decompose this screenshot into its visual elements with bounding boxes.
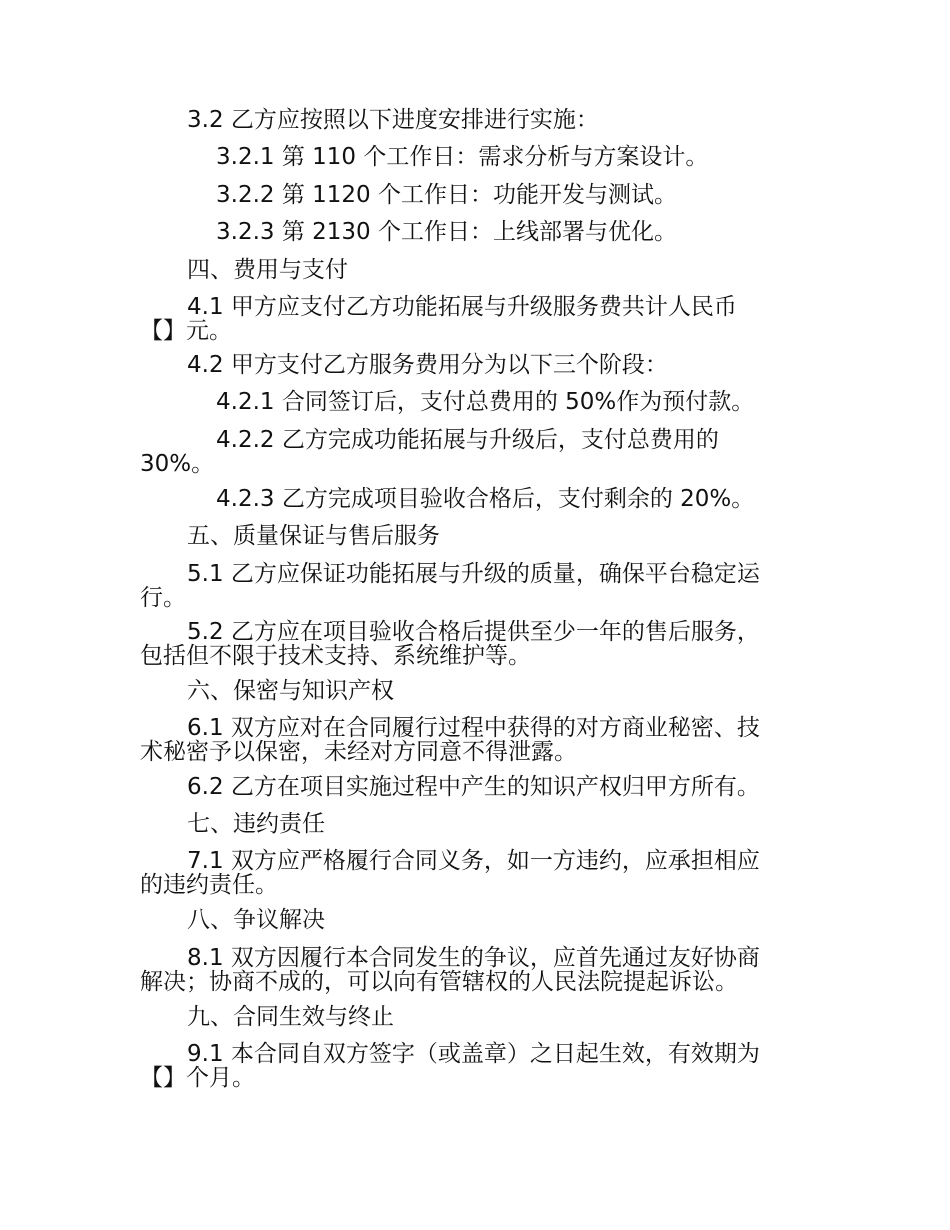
clause-4-2: 4.2 甲方支付乙方服务费用分为以下三个阶段： [187, 352, 668, 378]
section-heading-9: 九、合同生效与终止 [187, 1004, 394, 1030]
clause-3-2-2: 3.2.2 第 1120 个工作日：功能开发与测试。 [216, 182, 677, 208]
clause-4-2-3: 4.2.3 乙方完成项目验收合格后，支付剩余的 20%。 [216, 486, 755, 512]
clause-4-2-1: 4.2.1 合同签订后，支付总费用的 50%作为预付款。 [216, 389, 755, 415]
clause-3-2-3: 3.2.3 第 2130 个工作日：上线部署与优化。 [216, 219, 677, 245]
section-heading-8: 八、争议解决 [187, 907, 325, 933]
clause-6-1: 6.1 双方应对在合同履行过程中获得的对方商业秘密、技 [187, 715, 760, 741]
clause-6-2: 6.2 乙方在项目实施过程中产生的知识产权归甲方所有。 [187, 774, 760, 800]
clause-5-1: 5.1 乙方应保证功能拓展与升级的质量，确保平台稳定运 [187, 561, 760, 587]
section-heading-6: 六、保密与知识产权 [187, 678, 394, 704]
clause-5-2-cont: 包括但不限于技术支持、系统维护等。 [140, 643, 531, 669]
section-heading-4: 四、费用与支付 [187, 257, 348, 283]
clause-8-1-cont: 解决；协商不成的，可以向有管辖权的人民法院提起诉讼。 [140, 969, 738, 995]
clause-4-1: 4.1 甲方应支付乙方功能拓展与升级服务费共计人民币 [187, 294, 737, 320]
clause-4-1-cont: 【】元。 [140, 318, 232, 344]
section-heading-7: 七、违约责任 [187, 811, 325, 837]
clause-3-2: 3.2 乙方应按照以下进度安排进行实施： [187, 107, 599, 133]
clause-9-1-cont: 【】个月。 [140, 1065, 255, 1091]
clause-7-1: 7.1 双方应严格履行合同义务，如一方违约，应承担相应 [187, 848, 760, 874]
clause-9-1: 9.1 本合同自双方签字（或盖章）之日起生效，有效期为 [187, 1041, 760, 1067]
clause-8-1: 8.1 双方因履行本合同发生的争议，应首先通过友好协商 [187, 945, 760, 971]
clause-6-1-cont: 术秘密予以保密，未经对方同意不得泄露。 [140, 739, 577, 765]
clause-5-2: 5.2 乙方应在项目验收合格后提供至少一年的售后服务， [187, 619, 760, 645]
clause-7-1-cont: 的违约责任。 [140, 872, 278, 898]
clause-5-1-cont: 行。 [140, 585, 186, 611]
clause-4-2-2-cont: 30%。 [140, 451, 215, 477]
clause-4-2-2: 4.2.2 乙方完成功能拓展与升级后，支付总费用的 [216, 427, 719, 453]
clause-3-2-1: 3.2.1 第 110 个工作日：需求分析与方案设计。 [216, 144, 709, 170]
section-heading-5: 五、质量保证与售后服务 [187, 523, 440, 549]
